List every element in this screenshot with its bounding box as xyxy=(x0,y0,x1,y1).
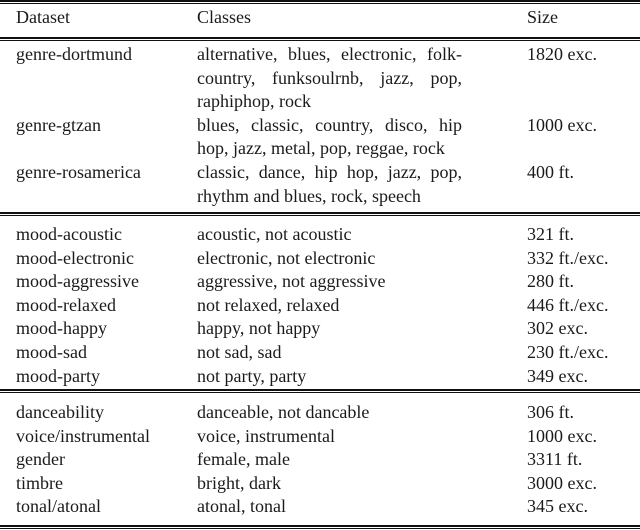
classes-cell xyxy=(197,341,462,365)
dataset-cell: tonal/atonal xyxy=(16,496,101,517)
classes-cell xyxy=(197,317,462,341)
size-cell: 446 ft./exc. xyxy=(527,294,609,315)
classes-line: not party, party xyxy=(197,365,307,386)
dataset-cell: mood-sad xyxy=(16,342,87,362)
classes-cell xyxy=(197,495,462,519)
classes-line: atonal, tonal xyxy=(197,496,286,517)
dataset-cell: mood-relaxed xyxy=(16,294,116,315)
size-cell: 321 ft. xyxy=(527,224,574,244)
classes-cell xyxy=(197,448,462,472)
size-cell: 349 exc. xyxy=(527,365,588,386)
size-cell: 3000 exc. xyxy=(527,472,597,493)
dataset-cell: gender xyxy=(16,449,65,470)
dataset-cell: mood-acoustic xyxy=(16,224,122,244)
classes-cell xyxy=(197,425,462,449)
size-cell: 1000 exc. xyxy=(527,114,597,135)
classes-line: raphiphop, rock xyxy=(197,91,311,112)
bottom-rule xyxy=(0,525,640,529)
size-cell: 3311 ft. xyxy=(527,449,583,470)
classes-cell xyxy=(197,365,462,389)
classes-cell xyxy=(197,472,462,496)
top-rule xyxy=(0,0,640,4)
dataset-cell: mood-electronic xyxy=(16,247,134,268)
classes-line: danceable, not dancable xyxy=(197,402,370,422)
section-rule xyxy=(0,212,640,216)
dataset-cell: voice/instrumental xyxy=(16,425,150,446)
classes-line: country, funksoulrnb, jazz, pop, xyxy=(197,67,462,88)
size-cell: 230 ft./exc. xyxy=(527,342,609,362)
classes-cell xyxy=(197,114,462,161)
header-dataset: Dataset xyxy=(16,7,70,27)
classes-cell xyxy=(197,223,462,247)
classes-line: female, male xyxy=(197,449,290,470)
dataset-cell: timbre xyxy=(16,472,63,493)
classes-cell xyxy=(197,401,462,425)
dataset-cell: genre-gtzan xyxy=(16,114,101,135)
classes-line: rhythm and blues, rock, speech xyxy=(197,185,421,206)
dataset-cell: mood-aggressive xyxy=(16,271,139,292)
dataset-cell: mood-party xyxy=(16,365,100,386)
classes-cell xyxy=(197,294,462,318)
classes-line: acoustic, not acoustic xyxy=(197,224,352,244)
size-cell: 306 ft. xyxy=(527,402,574,422)
size-cell: 1000 exc. xyxy=(527,425,597,446)
classes-line: hop, jazz, metal, pop, reggae, rock xyxy=(197,138,445,159)
size-cell: 332 ft./exc. xyxy=(527,247,609,268)
classes-cell xyxy=(197,161,462,208)
size-cell: 280 ft. xyxy=(527,271,574,292)
section-rule xyxy=(0,389,640,393)
classes-line: not relaxed, relaxed xyxy=(197,294,340,315)
classes-line: alternative, blues, electronic, folk- xyxy=(197,44,462,64)
dataset-cell: genre-dortmund xyxy=(16,44,132,64)
classes-line: happy, not happy xyxy=(197,318,321,339)
size-cell: 345 exc. xyxy=(527,496,588,517)
classes-line: not sad, sad xyxy=(197,342,282,362)
classes-line: blues, classic, country, disco, hip xyxy=(197,114,462,135)
dataset-cell: mood-happy xyxy=(16,318,107,339)
header-rule xyxy=(0,37,640,41)
classes-line: aggressive, not aggressive xyxy=(197,271,386,292)
classes-line: electronic, not electronic xyxy=(197,247,376,268)
size-cell: 1820 exc. xyxy=(527,44,597,64)
header-classes: Classes xyxy=(197,7,251,27)
classes-line: bright, dark xyxy=(197,472,281,493)
header-size: Size xyxy=(527,7,558,27)
classes-cell xyxy=(197,270,462,294)
classes-cell xyxy=(197,43,462,114)
dataset-cell: genre-rosamerica xyxy=(16,162,141,182)
classes-cell xyxy=(197,247,462,271)
size-cell: 400 ft. xyxy=(527,162,574,182)
dataset-cell: danceability xyxy=(16,402,104,422)
classes-line: voice, instrumental xyxy=(197,425,335,446)
classes-line: classic, dance, hip hop, jazz, pop, xyxy=(197,162,462,182)
size-cell: 302 exc. xyxy=(527,318,588,339)
